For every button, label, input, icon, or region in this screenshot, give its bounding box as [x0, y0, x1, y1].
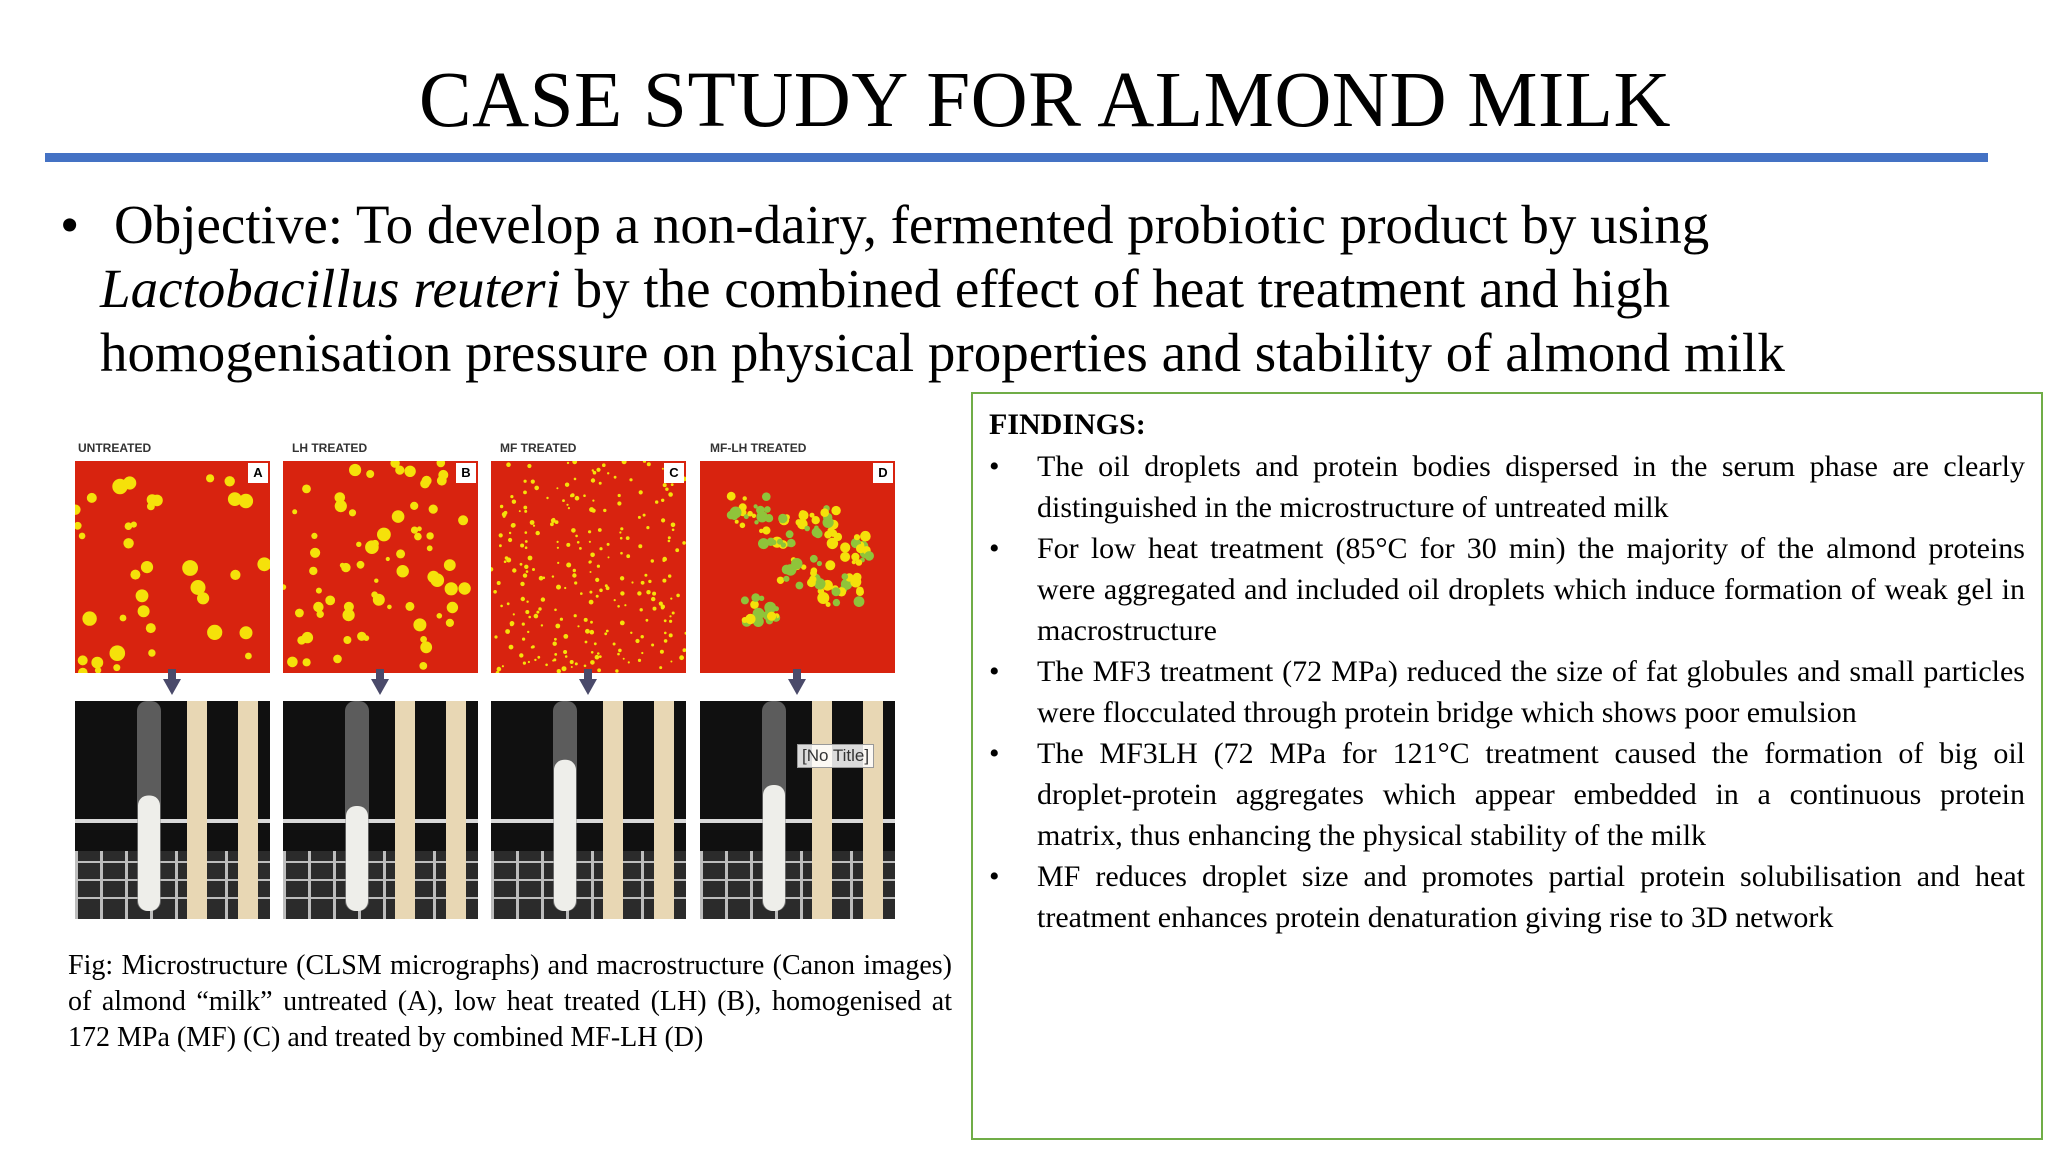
down-arrow-icon: [163, 679, 181, 695]
panel-letter-d: D: [873, 463, 893, 483]
no-title-tag: [No Title]: [797, 744, 874, 768]
down-arrow-icon: [579, 679, 597, 695]
down-arrow-icon: [788, 679, 806, 695]
tube-photo-mf-treated: [491, 701, 686, 919]
micrograph-untreated: [75, 461, 270, 673]
list-item: [989, 733, 2025, 856]
panel-letter-a: A: [248, 463, 268, 483]
panel-label-b: LH TREATED: [292, 441, 368, 455]
micrograph-mf-treated: [491, 461, 686, 673]
findings-heading: FINDINGS:: [989, 408, 1146, 441]
finding-text: The oil droplets and protein bodies dispersed in the serum phase are clearly distinguished in the microstructure of untreated milk: [1037, 450, 2025, 524]
tube-photo-mf-lh-treated: [700, 701, 895, 919]
bullet-marker: •: [989, 532, 1000, 565]
finding-text: The MF3LH (72 MPa for 121°C treatment caused the formation of big oil droplet-protein aggregates which appear embedded in a continuous protein matrix, thus enhancing the physical stability of the milk: [1037, 737, 2025, 852]
bullet-marker: •: [60, 194, 80, 255]
bullet-marker: •: [989, 860, 1000, 893]
bullet-marker: •: [989, 737, 1000, 770]
finding-text: For low heat treatment (85°C for 30 min) the majority of the almond proteins were aggregated and included oil droplets which induce formation of weak gel in macrostructure: [1037, 532, 2025, 647]
species-name: Lactobacillus reuteri: [100, 258, 561, 319]
list-item: [989, 528, 2025, 651]
down-arrow-icon: [371, 679, 389, 695]
objective-line-3: homogenisation pressure on physical properties and stability of almond milk: [100, 322, 1785, 383]
panel-label-d: MF-LH TREATED: [710, 441, 807, 455]
figure-caption: Fig: Microstructure (CLSM micrographs) and macrostructure (Canon images) of almond “milk” untreated (A), low heat treated (LH) (B), homogenised at 172 MPa (MF) (C) and treated by combined MF-LH (D): [68, 950, 952, 1053]
micrograph-lh-treated: [283, 461, 478, 673]
slide-title: CASE STUDY FOR ALMOND MILK: [418, 57, 1672, 144]
panel-letter-b: B: [456, 463, 476, 483]
micrograph-mf-lh-treated: [700, 461, 895, 673]
objective-line-2: [100, 257, 1670, 321]
finding-text: The MF3 treatment (72 MPa) reduced the size of fat globules and small particles were flocculated through protein bridge which shows poor emulsion: [1037, 655, 2025, 729]
title-underline: [45, 153, 1988, 162]
list-item: [989, 651, 2025, 733]
objective-line-2-rest: by the combined effect of heat treatment and high: [560, 258, 1671, 319]
microstructure-figure: [70, 435, 908, 925]
panel-label-c: MF TREATED: [500, 441, 577, 455]
list-item: [989, 856, 2025, 938]
tube-photo-lh-treated: [283, 701, 478, 919]
list-item: [989, 446, 2025, 528]
objective-line-1: Objective: To develop a non-dairy, fermented probiotic product by using: [114, 194, 1710, 255]
findings-list: [989, 446, 2025, 938]
findings-box: [971, 392, 2043, 1140]
bullet-marker: •: [989, 450, 1000, 483]
bullet-marker: •: [989, 655, 1000, 688]
finding-text: MF reduces droplet size and promotes partial protein solubilisation and heat treatment enhances protein denaturation giving rise to 3D network: [1037, 860, 2025, 934]
panel-letter-c: C: [664, 463, 684, 483]
tube-photo-untreated: [75, 701, 270, 919]
panel-label-a: UNTREATED: [78, 441, 152, 455]
